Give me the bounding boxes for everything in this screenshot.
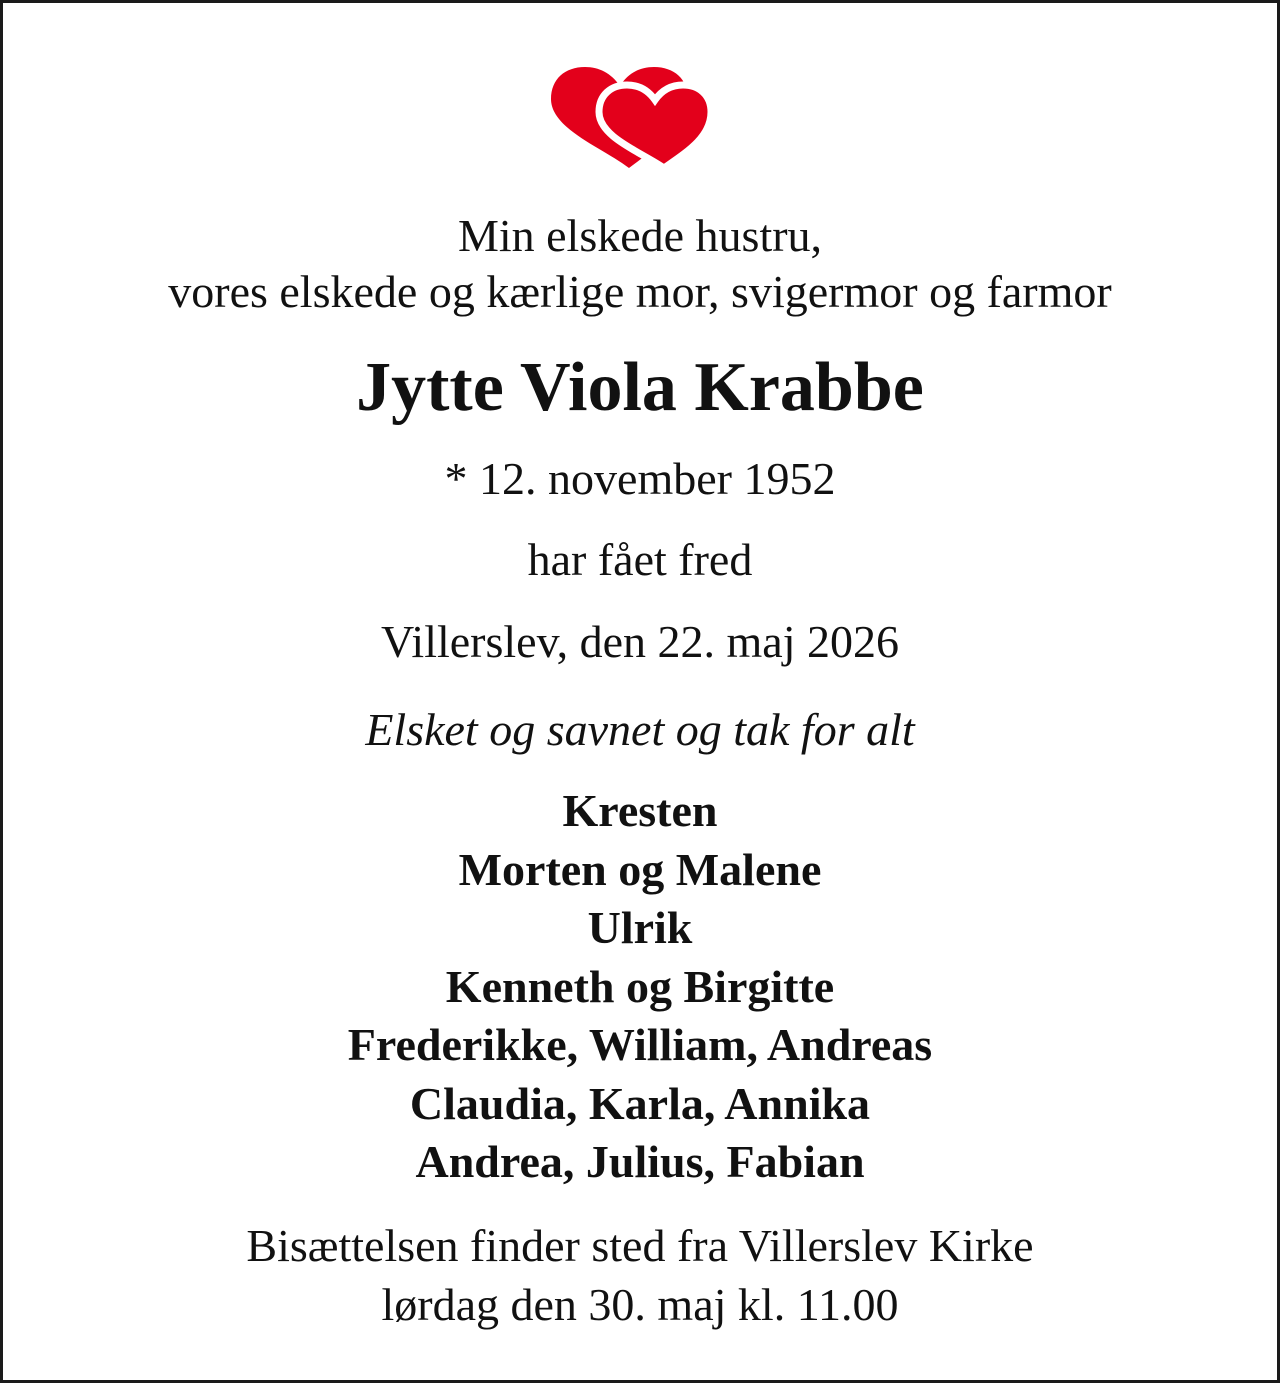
intro-line-1: Min elskede hustru, xyxy=(457,210,823,261)
intro-line-2: vores elskede og kærlige mor, svigermor og farmor xyxy=(168,266,1112,317)
funeral-info xyxy=(3,1216,1277,1334)
mourner-line: Andrea, Julius, Fabian xyxy=(415,1136,865,1187)
two-red-hearts-icon xyxy=(543,61,743,173)
place-and-date: Villerslev, den 22. maj 2026 xyxy=(380,616,900,667)
mourners-list xyxy=(3,782,1277,1192)
mourner-line: Kresten xyxy=(562,785,718,836)
passed-text: har fået fred xyxy=(527,534,753,585)
birth-date: * 12. november 1952 xyxy=(444,453,836,504)
mourner-line: Kenneth og Birgitte xyxy=(445,960,835,1012)
funeral-line-2: lørdag den 30. maj kl. 11.00 xyxy=(381,1279,899,1330)
intro-text xyxy=(3,208,1277,320)
mourner-line: Ulrik xyxy=(587,902,693,953)
mourner-line: Claudia, Karla, Annika xyxy=(409,1077,871,1129)
mourner-line: Morten og Malene xyxy=(458,843,822,895)
mourner-line: Frederikke, William, Andreas xyxy=(347,1019,933,1070)
funeral-line-1: Bisættelsen finder sted fra Villerslev Kirke xyxy=(246,1220,1034,1271)
deceased-name: Jytte Viola Krabbe xyxy=(356,349,924,426)
motto: Elsket og savnet og tak for alt xyxy=(365,704,915,755)
